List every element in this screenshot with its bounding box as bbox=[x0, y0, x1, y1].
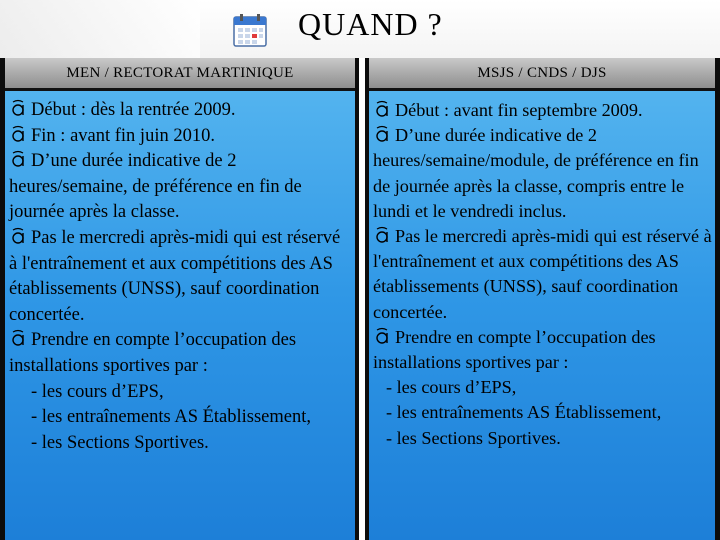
list-item bbox=[9, 226, 353, 328]
sub-list-item: - les Sections Sportives. bbox=[386, 427, 561, 448]
list-item bbox=[373, 224, 713, 325]
slide-header bbox=[0, 0, 720, 58]
left-panel-header: MEN / RECTORAT MARTINIQUE bbox=[5, 58, 355, 91]
list-item-text: Pas le mercredi après-midi qui est réservé à l'entraînement et aux compétitions des AS établissements (UNSS), sauf coordination concertée. bbox=[373, 226, 712, 322]
bullet-icon bbox=[9, 227, 27, 245]
bullet-icon bbox=[9, 150, 27, 168]
list-item-text: Début : avant fin septembre 2009. bbox=[395, 100, 643, 120]
list-item-text: Pas le mercredi après-midi qui est réservé à l'entraînement et aux compétitions des AS établissements (UNSS), sauf coordination concertée. bbox=[9, 227, 341, 325]
sub-list-item: - les cours d’EPS, bbox=[386, 377, 517, 398]
sub-list-item: - les cours d’EPS, bbox=[31, 381, 164, 402]
left-panel bbox=[0, 58, 359, 540]
right-panel-body bbox=[373, 92, 713, 451]
list-item-text: Début : dès la rentrée 2009. bbox=[31, 100, 236, 120]
bullet-icon bbox=[9, 329, 27, 347]
sub-list-item: - les entraînements AS Établissement, bbox=[31, 407, 312, 428]
bullet-icon bbox=[9, 99, 27, 117]
left-panel-body bbox=[9, 92, 353, 456]
sub-list-item: - les Sections Sportives. bbox=[31, 432, 209, 453]
list-item bbox=[9, 124, 353, 150]
list-item bbox=[373, 98, 713, 123]
list-item-text: Prendre en compte l’occupation des installations sportives par : bbox=[9, 330, 297, 376]
list-item bbox=[373, 325, 713, 375]
list-item-text: D’une durée indicative de 2 heures/semaine, de préférence en fin de journée après la classe. bbox=[9, 151, 302, 223]
header-decoration bbox=[0, 0, 200, 58]
list-item bbox=[9, 149, 353, 226]
right-panel bbox=[365, 58, 720, 540]
sub-list-item: - les entraînements AS Établissement, bbox=[386, 402, 662, 423]
bullet-icon bbox=[373, 226, 391, 244]
list-item-text: Fin : avant fin juin 2010. bbox=[31, 125, 215, 146]
slide-title: QUAND ? bbox=[298, 6, 443, 42]
list-item bbox=[9, 98, 353, 124]
bullet-icon bbox=[9, 125, 27, 143]
calendar-icon bbox=[232, 12, 268, 48]
list-item-text: Prendre en compte l’occupation des installations sportives par : bbox=[373, 326, 656, 373]
bullet-icon bbox=[373, 125, 391, 143]
list-item-text: D’une durée indicative de 2 heures/semaine/module, de préférence en fin de journée après la classe, compris entre le lundi et le vendredi inclus. bbox=[373, 125, 699, 221]
right-panel-header: MSJS / CNDS / DJS bbox=[369, 58, 715, 91]
list-item bbox=[9, 328, 353, 379]
bullet-icon bbox=[373, 327, 391, 345]
list-item bbox=[373, 123, 713, 224]
bullet-icon bbox=[373, 100, 391, 118]
